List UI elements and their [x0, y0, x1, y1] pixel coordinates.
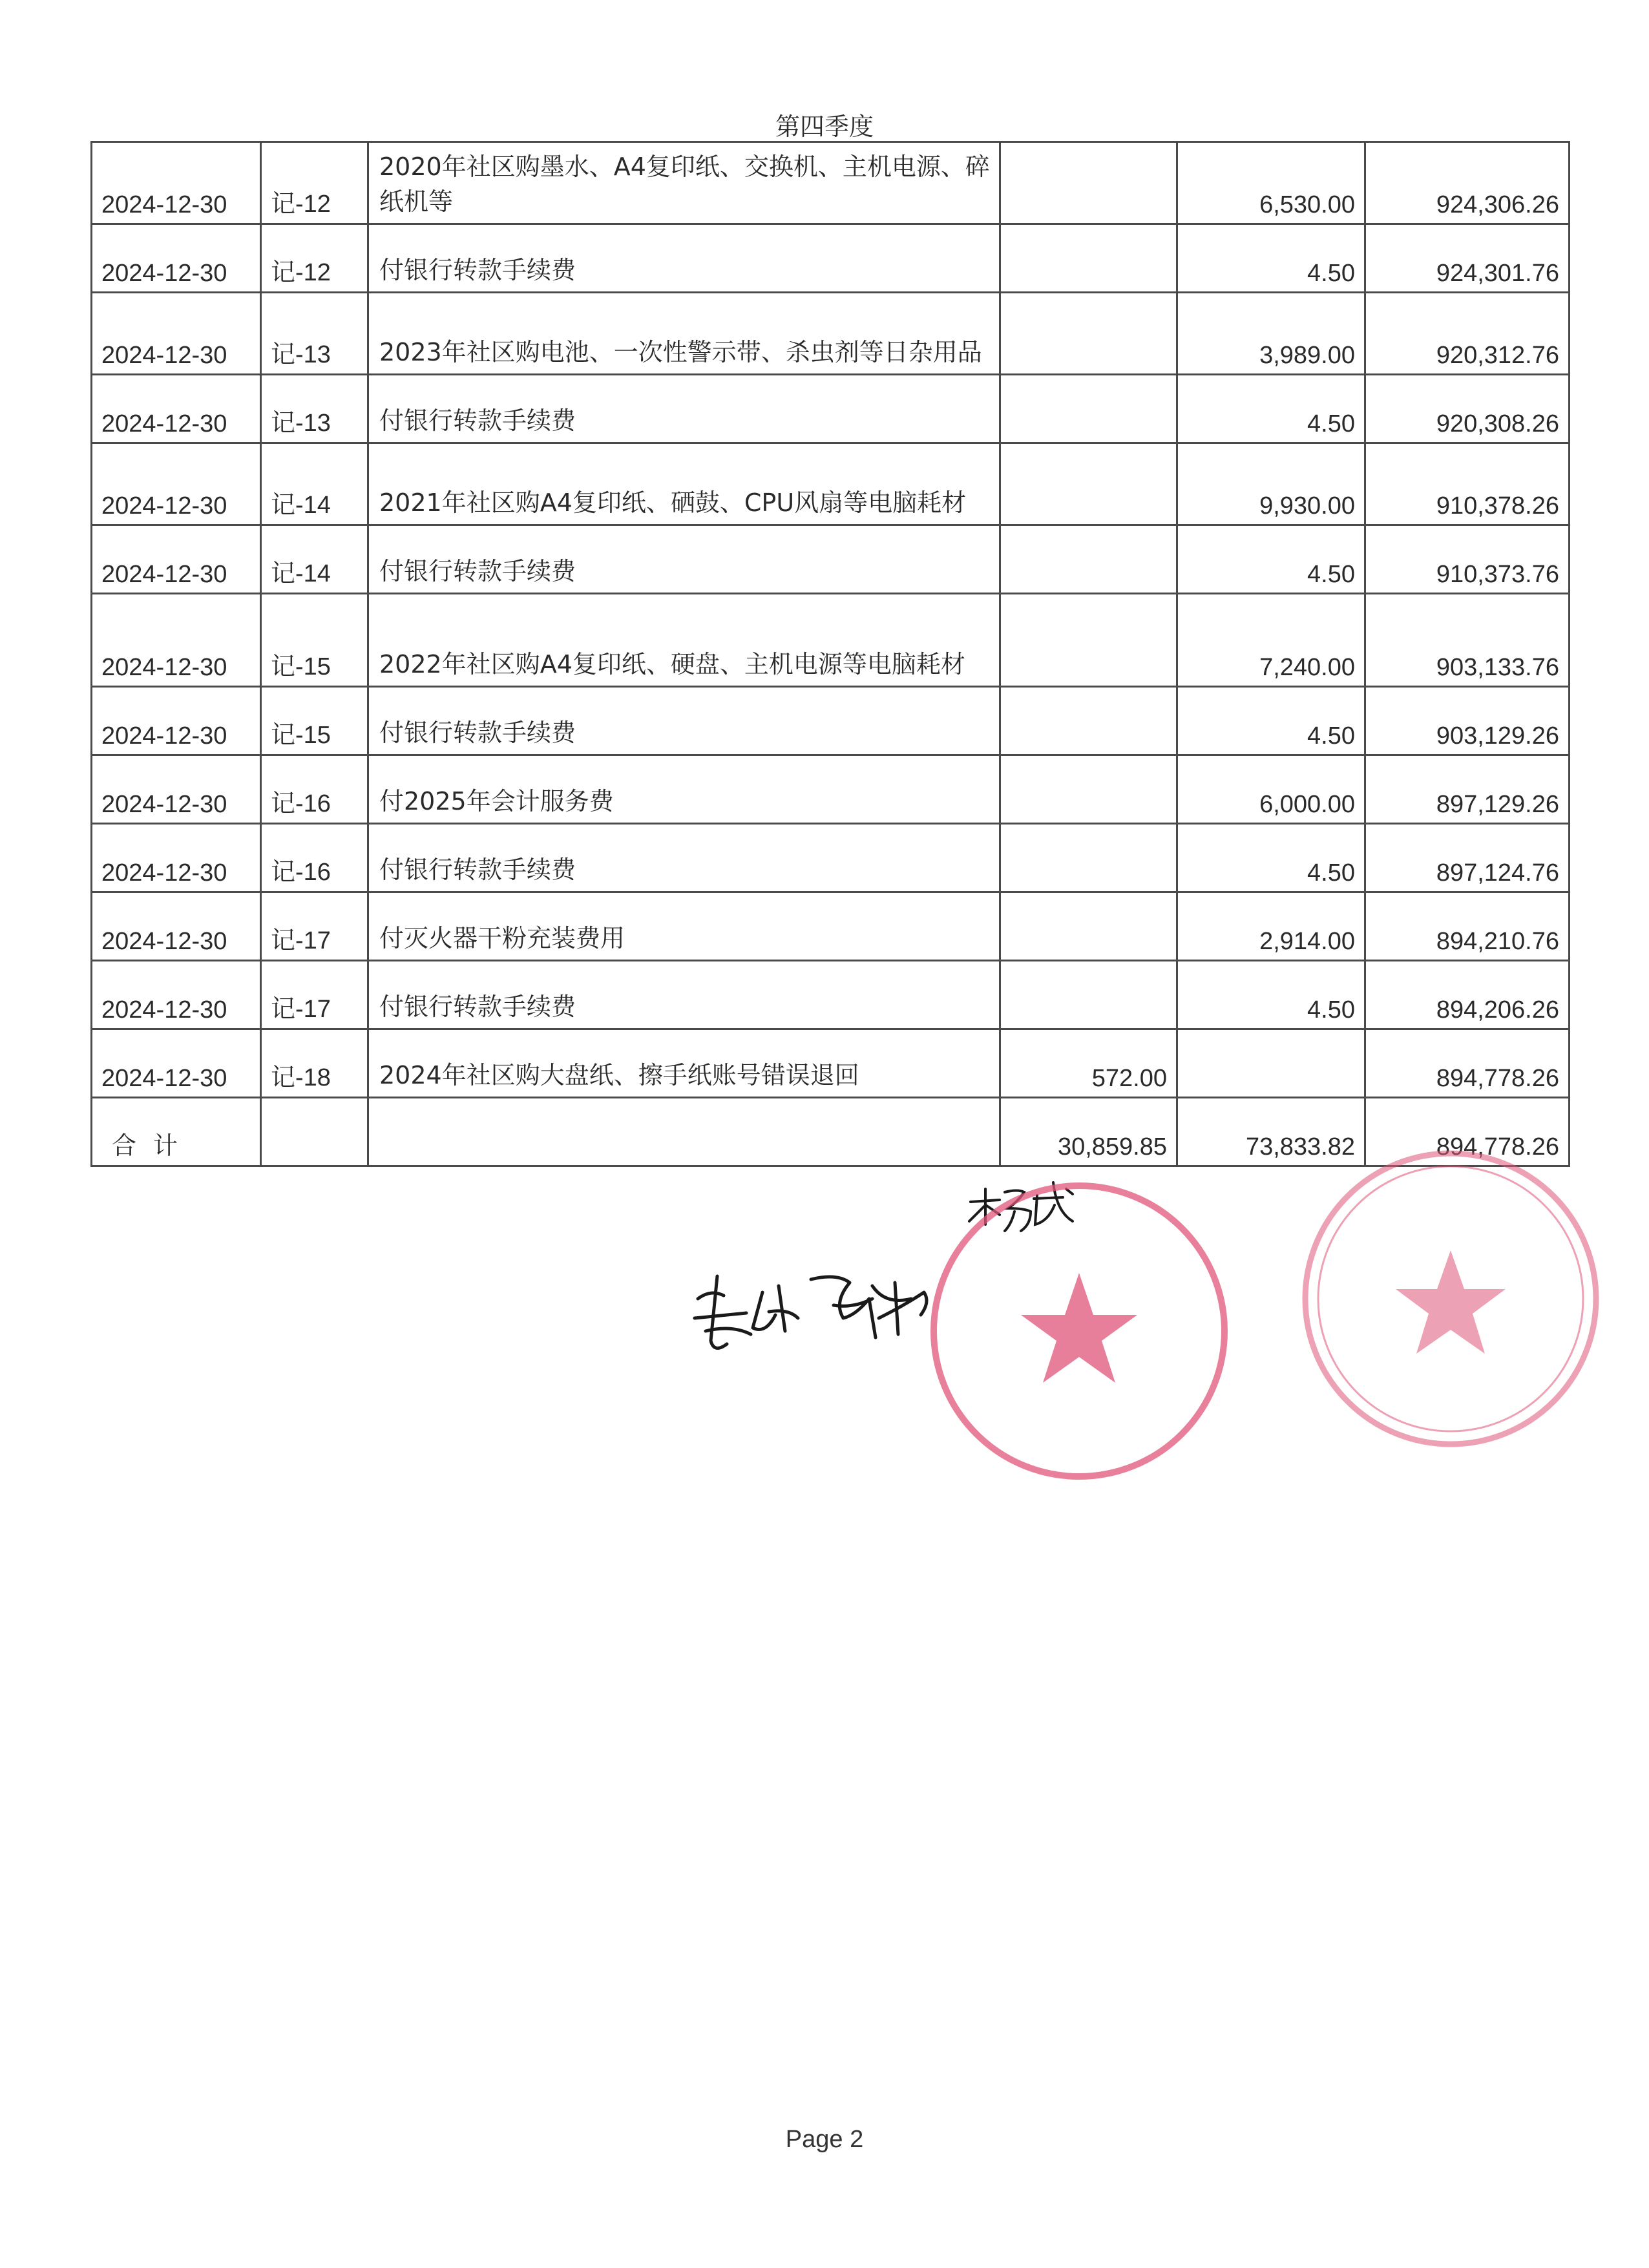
cell-description: 2022年社区购A4复印纸、硬盘、主机电源等电脑耗材	[368, 594, 1000, 687]
cell-voucher: 记-14	[261, 443, 368, 525]
cell-balance: 894,210.76	[1365, 892, 1570, 961]
cell-balance: 897,124.76	[1365, 824, 1570, 892]
cell-date: 2024-12-30	[92, 224, 261, 293]
cell-credit: 3,989.00	[1177, 293, 1365, 375]
cell-date: 2024-12-30	[92, 375, 261, 443]
cell-description: 2021年社区购A4复印纸、硒鼓、CPU风扇等电脑耗材	[368, 443, 1000, 525]
cell-date: 2024-12-30	[92, 824, 261, 892]
cell-credit: 4.50	[1177, 687, 1365, 755]
official-stamp-left	[934, 1186, 1224, 1476]
total-balance: 894,778.26	[1365, 1098, 1570, 1166]
cell-balance: 910,373.76	[1365, 525, 1570, 594]
table-row	[92, 375, 1570, 443]
ledger-table	[90, 141, 1570, 1167]
cell-date: 2024-12-30	[92, 293, 261, 375]
total-label: 合计	[92, 1098, 261, 1166]
cell-debit	[1000, 293, 1177, 375]
cell-date: 2024-12-30	[92, 525, 261, 594]
cell-description: 付银行转款手续费	[368, 824, 1000, 892]
cell-debit: 572.00	[1000, 1029, 1177, 1098]
cell-balance: 920,308.26	[1365, 375, 1570, 443]
cell-balance: 894,778.26	[1365, 1029, 1570, 1098]
cell-voucher: 记-17	[261, 892, 368, 961]
cell-date: 2024-12-30	[92, 892, 261, 961]
cell-debit	[1000, 755, 1177, 824]
table-row	[92, 687, 1570, 755]
total-empty-desc	[368, 1098, 1000, 1166]
page-title: 第四季度	[775, 112, 874, 141]
cell-credit: 6,530.00	[1177, 142, 1365, 224]
cell-balance: 903,129.26	[1365, 687, 1570, 755]
cell-balance: 924,301.76	[1365, 224, 1570, 293]
cell-debit	[1000, 525, 1177, 594]
cell-date: 2024-12-30	[92, 1029, 261, 1098]
total-debit: 30,859.85	[1000, 1098, 1177, 1166]
cell-credit: 4.50	[1177, 961, 1365, 1029]
cell-description: 付银行转款手续费	[368, 961, 1000, 1029]
cell-date: 2024-12-30	[92, 687, 261, 755]
cell-debit	[1000, 142, 1177, 224]
total-row	[92, 1098, 1570, 1166]
cell-voucher: 记-13	[261, 293, 368, 375]
cell-date: 2024-12-30	[92, 594, 261, 687]
cell-credit: 4.50	[1177, 375, 1365, 443]
cell-credit: 4.50	[1177, 224, 1365, 293]
cell-description: 付灭火器干粉充装费用	[368, 892, 1000, 961]
handwritten-signature-left	[695, 1276, 927, 1348]
cell-date: 2024-12-30	[92, 961, 261, 1029]
cell-voucher: 记-18	[261, 1029, 368, 1098]
table-row	[92, 755, 1570, 824]
cell-voucher: 记-17	[261, 961, 368, 1029]
ledger-body	[92, 142, 1570, 1166]
table-row	[92, 892, 1570, 961]
cell-date: 2024-12-30	[92, 443, 261, 525]
page-number: Page 2	[785, 2126, 864, 2153]
cell-credit	[1177, 1029, 1365, 1098]
cell-voucher: 记-16	[261, 824, 368, 892]
table-row	[92, 961, 1570, 1029]
cell-description: 付银行转款手续费	[368, 525, 1000, 594]
cell-voucher: 记-16	[261, 755, 368, 824]
table-row	[92, 1029, 1570, 1098]
cell-debit	[1000, 892, 1177, 961]
cell-credit: 4.50	[1177, 525, 1365, 594]
cell-voucher: 记-15	[261, 594, 368, 687]
cell-debit	[1000, 961, 1177, 1029]
table-row	[92, 824, 1570, 892]
cell-description: 付银行转款手续费	[368, 687, 1000, 755]
cell-balance: 910,378.26	[1365, 443, 1570, 525]
total-credit: 73,833.82	[1177, 1098, 1365, 1166]
cell-debit	[1000, 224, 1177, 293]
cell-voucher: 记-15	[261, 687, 368, 755]
cell-description: 付2025年会计服务费	[368, 755, 1000, 824]
cell-description: 付银行转款手续费	[368, 224, 1000, 293]
table-row	[92, 525, 1570, 594]
cell-debit	[1000, 594, 1177, 687]
cell-voucher: 记-12	[261, 142, 368, 224]
table-row	[92, 594, 1570, 687]
cell-balance: 894,206.26	[1365, 961, 1570, 1029]
cell-debit	[1000, 443, 1177, 525]
cell-credit: 6,000.00	[1177, 755, 1365, 824]
cell-credit: 7,240.00	[1177, 594, 1365, 687]
cell-balance: 903,133.76	[1365, 594, 1570, 687]
cell-debit	[1000, 824, 1177, 892]
table-row	[92, 142, 1570, 224]
table-row	[92, 443, 1570, 525]
cell-debit	[1000, 375, 1177, 443]
cell-voucher: 记-12	[261, 224, 368, 293]
cell-date: 2024-12-30	[92, 142, 261, 224]
official-stamp-right	[1305, 1153, 1596, 1444]
total-empty-voucher	[261, 1098, 368, 1166]
cell-balance: 897,129.26	[1365, 755, 1570, 824]
cell-voucher: 记-13	[261, 375, 368, 443]
cell-date: 2024-12-30	[92, 755, 261, 824]
cell-credit: 4.50	[1177, 824, 1365, 892]
cell-description: 付银行转款手续费	[368, 375, 1000, 443]
cell-balance: 924,306.26	[1365, 142, 1570, 224]
cell-description: 2024年社区购大盘纸、擦手纸账号错误退回	[368, 1029, 1000, 1098]
cell-description: 2020年社区购墨水、A4复印纸、交换机、主机电源、碎纸机等	[368, 142, 1000, 224]
cell-debit	[1000, 687, 1177, 755]
cell-credit: 9,930.00	[1177, 443, 1365, 525]
cell-credit: 2,914.00	[1177, 892, 1365, 961]
cell-voucher: 记-14	[261, 525, 368, 594]
cell-balance: 920,312.76	[1365, 293, 1570, 375]
cell-description: 2023年社区购电池、一次性警示带、杀虫剂等日杂用品	[368, 293, 1000, 375]
table-row	[92, 224, 1570, 293]
table-row	[92, 293, 1570, 375]
handwritten-signature-yangwei	[969, 1182, 1073, 1231]
